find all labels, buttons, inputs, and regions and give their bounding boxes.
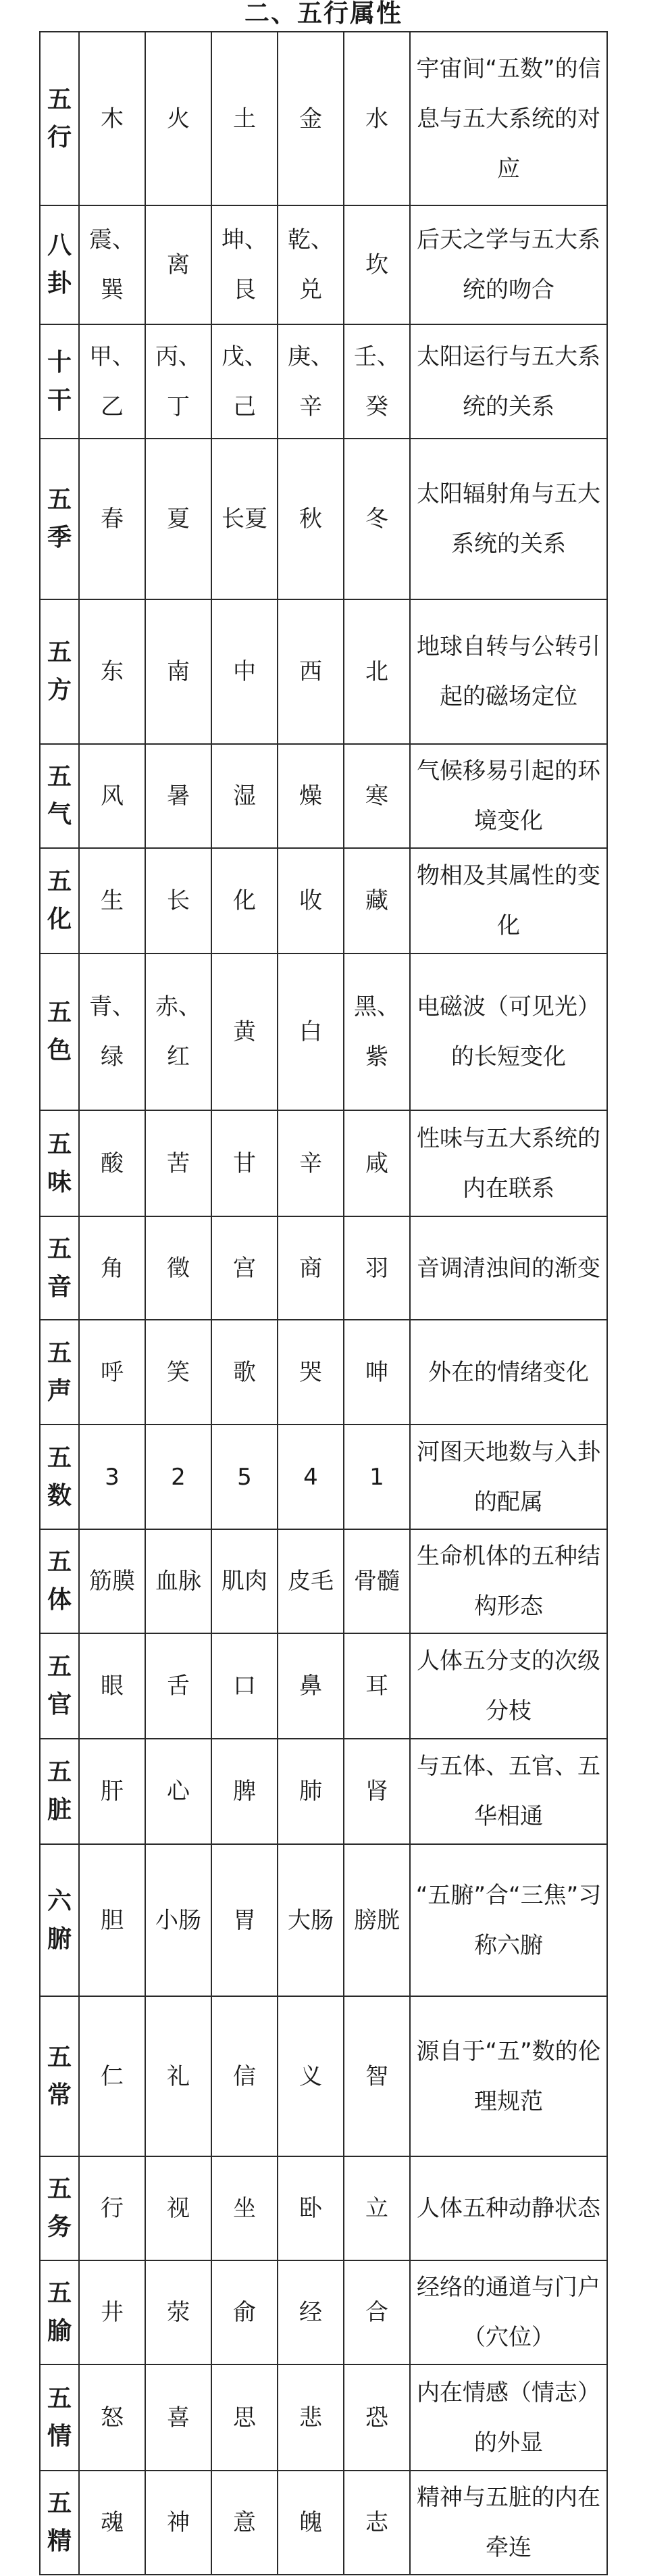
table-row bbox=[40, 2364, 607, 2471]
value-cell: 长 bbox=[145, 848, 211, 953]
value-cell: 耳 bbox=[344, 1633, 410, 1739]
value-cell: 5 bbox=[211, 1425, 278, 1529]
value-cell: 义 bbox=[278, 1996, 344, 2156]
value-cell: 春 bbox=[79, 439, 145, 599]
value-cell: 金 bbox=[278, 32, 344, 205]
value-cell: 荥 bbox=[145, 2260, 211, 2364]
row-label: 五 脏 bbox=[40, 1739, 79, 1844]
description-cell: 河图天地数与入卦的配属 bbox=[410, 1425, 607, 1529]
value-cell: 志 bbox=[344, 2471, 410, 2575]
table-row bbox=[40, 324, 607, 439]
row-label: 五 化 bbox=[40, 848, 79, 953]
value-cell: 俞 bbox=[211, 2260, 278, 2364]
value-cell: 4 bbox=[278, 1425, 344, 1529]
value-cell: 燥 bbox=[278, 744, 344, 848]
value-cell: 立 bbox=[344, 2156, 410, 2260]
value-cell: 商 bbox=[278, 1216, 344, 1320]
value-cell: 中 bbox=[211, 599, 278, 744]
row-label: 五 情 bbox=[40, 2364, 79, 2471]
row-label: 五 音 bbox=[40, 1216, 79, 1320]
row-label: 五 精 bbox=[40, 2471, 79, 2575]
value-cell: 胃 bbox=[211, 1844, 278, 1996]
value-cell: 坤、艮 bbox=[211, 205, 278, 324]
table-row bbox=[40, 205, 607, 324]
description-cell: 太阳运行与五大系统的关系 bbox=[410, 324, 607, 439]
value-cell: 井 bbox=[79, 2260, 145, 2364]
description-cell: 后天之学与五大系统的吻合 bbox=[410, 205, 607, 324]
row-label: 五 气 bbox=[40, 744, 79, 848]
value-cell: 筋膜 bbox=[79, 1529, 145, 1633]
description-cell: 气候移易引起的环境变化 bbox=[410, 744, 607, 848]
value-cell: 宫 bbox=[211, 1216, 278, 1320]
table-row bbox=[40, 1425, 607, 1529]
value-cell: 壬、癸 bbox=[344, 324, 410, 439]
value-cell: 仁 bbox=[79, 1996, 145, 2156]
value-cell: 笑 bbox=[145, 1320, 211, 1425]
value-cell: 经 bbox=[278, 2260, 344, 2364]
table-row bbox=[40, 1996, 607, 2156]
value-cell: 土 bbox=[211, 32, 278, 205]
value-cell: 甲、乙 bbox=[79, 324, 145, 439]
page-title: 二、五行属性 bbox=[244, 0, 403, 28]
five-elements-table bbox=[39, 31, 608, 2575]
value-cell: 视 bbox=[145, 2156, 211, 2260]
value-cell: 魂 bbox=[79, 2471, 145, 2575]
value-cell: 暑 bbox=[145, 744, 211, 848]
value-cell: 坐 bbox=[211, 2156, 278, 2260]
value-cell: 肺 bbox=[278, 1739, 344, 1844]
description-cell: 物相及其属性的变化 bbox=[410, 848, 607, 953]
value-cell: 湿 bbox=[211, 744, 278, 848]
table-row bbox=[40, 2260, 607, 2364]
value-cell: 意 bbox=[211, 2471, 278, 2575]
value-cell: 震、巽 bbox=[79, 205, 145, 324]
description-cell: 音调清浊间的渐变 bbox=[410, 1216, 607, 1320]
table-row bbox=[40, 1320, 607, 1425]
row-label: 五 官 bbox=[40, 1633, 79, 1739]
description-cell: 人体五分支的次级分枝 bbox=[410, 1633, 607, 1739]
description-cell: 外在的情绪变化 bbox=[410, 1320, 607, 1425]
value-cell: 坎 bbox=[344, 205, 410, 324]
value-cell: 行 bbox=[79, 2156, 145, 2260]
value-cell: 徵 bbox=[145, 1216, 211, 1320]
table-row bbox=[40, 1529, 607, 1633]
table-row bbox=[40, 439, 607, 599]
value-cell: 肌肉 bbox=[211, 1529, 278, 1633]
value-cell: 脾 bbox=[211, 1739, 278, 1844]
value-cell: 怒 bbox=[79, 2364, 145, 2471]
value-cell: 恐 bbox=[344, 2364, 410, 2471]
description-cell: 电磁波（可见光）的长短变化 bbox=[410, 953, 607, 1110]
value-cell: 血脉 bbox=[145, 1529, 211, 1633]
row-label: 五 方 bbox=[40, 599, 79, 744]
table-row bbox=[40, 848, 607, 953]
value-cell: 呻 bbox=[344, 1320, 410, 1425]
value-cell: 膀胱 bbox=[344, 1844, 410, 1996]
row-label: 五 常 bbox=[40, 1996, 79, 2156]
value-cell: 羽 bbox=[344, 1216, 410, 1320]
value-cell: 思 bbox=[211, 2364, 278, 2471]
value-cell: 夏 bbox=[145, 439, 211, 599]
value-cell: 生 bbox=[79, 848, 145, 953]
description-cell: 性味与五大系统的内在联系 bbox=[410, 1110, 607, 1216]
description-cell: 地球自转与公转引起的磁场定位 bbox=[410, 599, 607, 744]
value-cell: 甘 bbox=[211, 1110, 278, 1216]
value-cell: 口 bbox=[211, 1633, 278, 1739]
value-cell: 皮毛 bbox=[278, 1529, 344, 1633]
description-cell: 太阳辐射角与五大系统的关系 bbox=[410, 439, 607, 599]
value-cell: 大肠 bbox=[278, 1844, 344, 1996]
table-row bbox=[40, 599, 607, 744]
value-cell: 离 bbox=[145, 205, 211, 324]
value-cell: 喜 bbox=[145, 2364, 211, 2471]
value-cell: 骨髓 bbox=[344, 1529, 410, 1633]
value-cell: 东 bbox=[79, 599, 145, 744]
value-cell: 眼 bbox=[79, 1633, 145, 1739]
value-cell: 丙、丁 bbox=[145, 324, 211, 439]
row-label: 五 务 bbox=[40, 2156, 79, 2260]
value-cell: 鼻 bbox=[278, 1633, 344, 1739]
row-label: 五 行 bbox=[40, 32, 79, 205]
value-cell: 木 bbox=[79, 32, 145, 205]
value-cell: 长夏 bbox=[211, 439, 278, 599]
description-cell: 宇宙间“五数”的信息与五大系统的对应 bbox=[410, 32, 607, 205]
value-cell: 哭 bbox=[278, 1320, 344, 1425]
value-cell: 赤、红 bbox=[145, 953, 211, 1110]
description-cell: 精神与五脏的内在牵连 bbox=[410, 2471, 607, 2575]
value-cell: 心 bbox=[145, 1739, 211, 1844]
table-row bbox=[40, 1844, 607, 1996]
value-cell: 神 bbox=[145, 2471, 211, 2575]
value-cell: 合 bbox=[344, 2260, 410, 2364]
value-cell: 呼 bbox=[79, 1320, 145, 1425]
value-cell: 水 bbox=[344, 32, 410, 205]
value-cell: 黄 bbox=[211, 953, 278, 1110]
value-cell: 肾 bbox=[344, 1739, 410, 1844]
table-row bbox=[40, 32, 607, 205]
value-cell: 南 bbox=[145, 599, 211, 744]
value-cell: 3 bbox=[79, 1425, 145, 1529]
value-cell: 藏 bbox=[344, 848, 410, 953]
table-row bbox=[40, 744, 607, 848]
value-cell: 1 bbox=[344, 1425, 410, 1529]
value-cell: 苦 bbox=[145, 1110, 211, 1216]
value-cell: 咸 bbox=[344, 1110, 410, 1216]
value-cell: 悲 bbox=[278, 2364, 344, 2471]
row-label: 五 体 bbox=[40, 1529, 79, 1633]
row-label: 五 味 bbox=[40, 1110, 79, 1216]
value-cell: 西 bbox=[278, 599, 344, 744]
value-cell: 肝 bbox=[79, 1739, 145, 1844]
row-label: 六 腑 bbox=[40, 1844, 79, 1996]
table-row bbox=[40, 953, 607, 1110]
table-row bbox=[40, 1216, 607, 1320]
value-cell: 智 bbox=[344, 1996, 410, 2156]
value-cell: 青、绿 bbox=[79, 953, 145, 1110]
value-cell: 歌 bbox=[211, 1320, 278, 1425]
value-cell: 酸 bbox=[79, 1110, 145, 1216]
value-cell: 庚、辛 bbox=[278, 324, 344, 439]
description-cell: 生命机体的五种结构形态 bbox=[410, 1529, 607, 1633]
table-row bbox=[40, 1633, 607, 1739]
description-cell: 人体五种动静状态 bbox=[410, 2156, 607, 2260]
value-cell: 乾、兑 bbox=[278, 205, 344, 324]
value-cell: 北 bbox=[344, 599, 410, 744]
value-cell: 冬 bbox=[344, 439, 410, 599]
value-cell: 化 bbox=[211, 848, 278, 953]
row-label: 八 卦 bbox=[40, 205, 79, 324]
value-cell: 角 bbox=[79, 1216, 145, 1320]
table-row bbox=[40, 1110, 607, 1216]
row-label: 五 色 bbox=[40, 953, 79, 1110]
value-cell: 小肠 bbox=[145, 1844, 211, 1996]
value-cell: 戊、己 bbox=[211, 324, 278, 439]
value-cell: 卧 bbox=[278, 2156, 344, 2260]
value-cell: 寒 bbox=[344, 744, 410, 848]
row-label: 五 腧 bbox=[40, 2260, 79, 2364]
value-cell: 风 bbox=[79, 744, 145, 848]
description-cell: 经络的通道与门户（穴位） bbox=[410, 2260, 607, 2364]
row-label: 十 干 bbox=[40, 324, 79, 439]
description-cell: “五腑”合“三焦”习称六腑 bbox=[410, 1844, 607, 1996]
value-cell: 黑、紫 bbox=[344, 953, 410, 1110]
value-cell: 秋 bbox=[278, 439, 344, 599]
row-label: 五 季 bbox=[40, 439, 79, 599]
value-cell: 信 bbox=[211, 1996, 278, 2156]
value-cell: 白 bbox=[278, 953, 344, 1110]
row-label: 五 数 bbox=[40, 1425, 79, 1529]
value-cell: 收 bbox=[278, 848, 344, 953]
value-cell: 魄 bbox=[278, 2471, 344, 2575]
table-row bbox=[40, 1739, 607, 1844]
value-cell: 礼 bbox=[145, 1996, 211, 2156]
value-cell: 辛 bbox=[278, 1110, 344, 1216]
description-cell: 源自于“五”数的伦理规范 bbox=[410, 1996, 607, 2156]
table-row bbox=[40, 2156, 607, 2260]
table-row bbox=[40, 2471, 607, 2575]
row-label: 五 声 bbox=[40, 1320, 79, 1425]
value-cell: 舌 bbox=[145, 1633, 211, 1739]
description-cell: 内在情感（情志）的外显 bbox=[410, 2364, 607, 2471]
value-cell: 2 bbox=[145, 1425, 211, 1529]
description-cell: 与五体、五官、五华相通 bbox=[410, 1739, 607, 1844]
value-cell: 火 bbox=[145, 32, 211, 205]
value-cell: 胆 bbox=[79, 1844, 145, 1996]
